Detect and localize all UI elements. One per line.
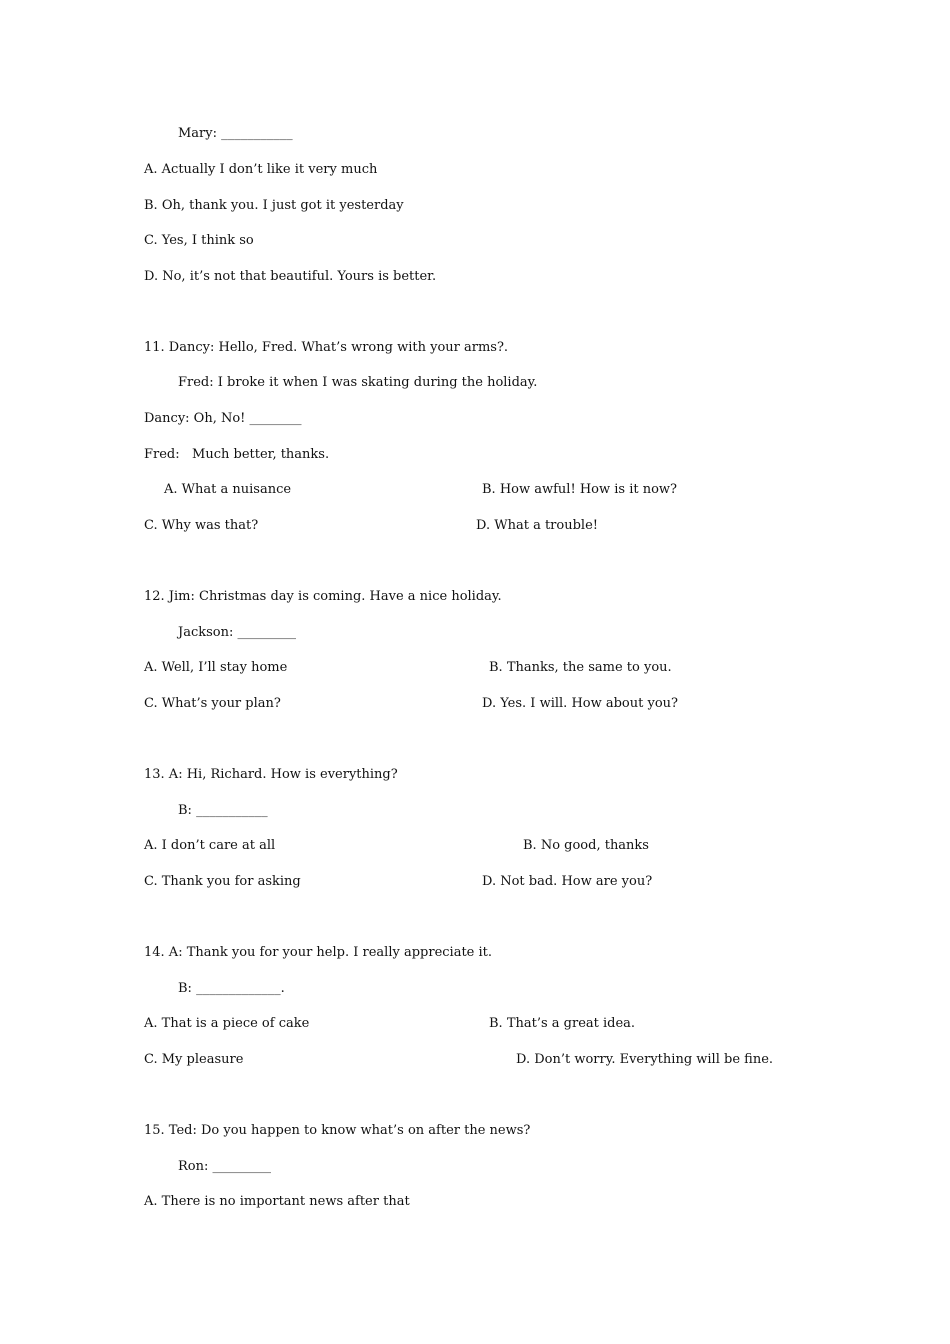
question-11-option-b: B. How awful! How is it now? [482,482,678,497]
question-11-line-2: Fred: I broke it when I was skating during the holiday. [178,375,538,390]
option-c: C. Yes, I think so [144,233,254,248]
question-12-prompt: 12. Jim: Christmas day is coming. Have a nice holiday. [144,589,502,604]
question-14-option-a: A. That is a piece of cake [144,1016,310,1031]
question-15-prompt: 15. Ted: Do you happen to know what’s on after the news? [144,1123,531,1138]
question-11-line-3: Dancy: Oh, No! ________ [144,411,302,426]
question-11-option-c: C. Why was that? [144,518,259,533]
question-14-prompt: 14. A: Thank you for your help. I really appreciate it. [144,945,493,960]
question-11-prompt: 11. Dancy: Hello, Fred. What’s wrong with your arms?. [144,340,509,355]
question-12-option-d: D. Yes. I will. How about you? [482,696,679,711]
question-15-option-a: A. There is no important news after that [144,1194,410,1209]
question-12-option-c: C. What’s your plan? [144,696,281,711]
question-14-option-b: B. That’s a great idea. [489,1016,636,1031]
question-13-option-b: B. No good, thanks [523,838,649,853]
question-13-option-d: D. Not bad. How are you? [482,874,653,889]
question-11-line-4: Fred: Much better, thanks. [144,447,330,462]
option-b: B. Oh, thank you. I just got it yesterday [144,198,404,213]
option-d: D. No, it’s not that beautiful. Yours is better. [144,269,437,284]
question-11-option-a: A. What a nuisance [164,482,292,497]
question-12-option-b: B. Thanks, the same to you. [489,660,672,675]
question-11-option-d: D. What a trouble! [476,518,598,533]
dialogue-line-mary: Mary: ___________ [178,126,293,141]
question-13-line-2: B: ___________ [178,803,268,818]
question-14-option-d: D. Don’t worry. Everything will be fine. [516,1052,774,1067]
question-14-line-2: B: _____________. [178,981,285,996]
question-13-option-a: A. I don’t care at all [144,838,276,853]
question-12-line-2: Jackson: _________ [178,625,297,640]
question-12-option-a: A. Well, I’ll stay home [144,660,288,675]
question-14-option-c: C. My pleasure [144,1052,244,1067]
question-13-option-c: C. Thank you for asking [144,874,301,889]
question-15-line-2: Ron: _________ [178,1159,271,1174]
option-a: A. Actually I don’t like it very much [144,162,378,177]
question-13-prompt: 13. A: Hi, Richard. How is everything? [144,767,398,782]
